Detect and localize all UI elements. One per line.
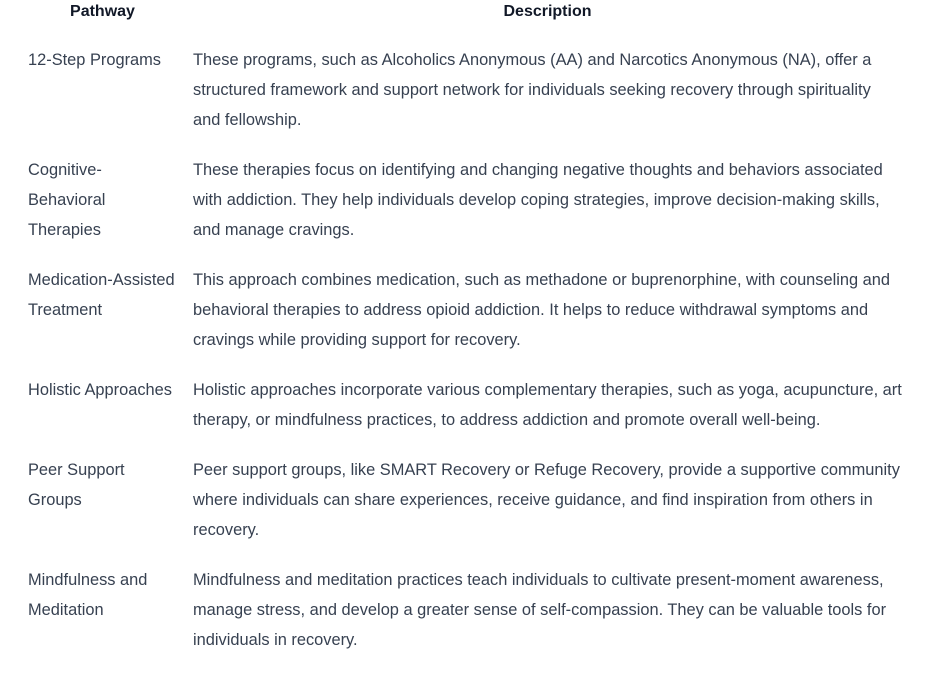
header-pathway: Pathway xyxy=(70,3,135,20)
pathway-cell: Holistic Approaches xyxy=(28,381,172,399)
header-description: Description xyxy=(503,3,592,20)
description-cell: Holistic approaches incorporate various complementary therapies, such as yoga, acupuncture, art therapy, or mindfulness practices, to address addiction and promote overall well-being. xyxy=(193,381,902,429)
description-cell: These therapies focus on identifying and changing negative thoughts and behaviors associated with addiction. They help individuals develop coping strategies, improve decision-making skills, and manage cravings. xyxy=(193,161,883,239)
description-cell: These programs, such as Alcoholics Anonymous (AA) and Narcotics Anonymous (NA), offer a structured framework and support network for individuals seeking recovery through spirituality and fellowship. xyxy=(193,51,872,129)
pathway-cell: Medication-Assisted Treatment xyxy=(28,271,175,319)
description-cell: Peer support groups, like SMART Recovery or Refuge Recovery, provide a supportive community where individuals can share experiences, receive guidance, and find inspiration from others in recovery. xyxy=(193,461,900,539)
table-row xyxy=(20,155,910,265)
pathway-cell: Cognitive-Behavioral Therapies xyxy=(28,161,106,239)
table-body xyxy=(20,23,910,675)
pathway-cell: Mindfulness and Meditation xyxy=(28,571,148,619)
recovery-pathways-table-container xyxy=(20,0,910,675)
recovery-pathways-table xyxy=(20,0,910,675)
header-row xyxy=(20,0,910,23)
table-row xyxy=(20,265,910,375)
pathway-cell: Peer Support Groups xyxy=(28,461,125,509)
table-row xyxy=(20,375,910,455)
table-row xyxy=(20,565,910,675)
pathway-cell: 12-Step Programs xyxy=(28,51,162,69)
description-cell: Mindfulness and meditation practices teach individuals to cultivate present-moment awareness, manage stress, and develop a greater sense of self-compassion. They can be valuable tools for individuals in recovery. xyxy=(193,571,887,649)
table-row xyxy=(20,23,910,155)
table-header xyxy=(20,0,910,23)
table-row xyxy=(20,455,910,565)
description-cell: This approach combines medication, such as methadone or buprenorphine, with counseling and behavioral therapies to address opioid addiction. It helps to reduce withdrawal symptoms and cravings while providing support for recovery. xyxy=(193,271,891,349)
